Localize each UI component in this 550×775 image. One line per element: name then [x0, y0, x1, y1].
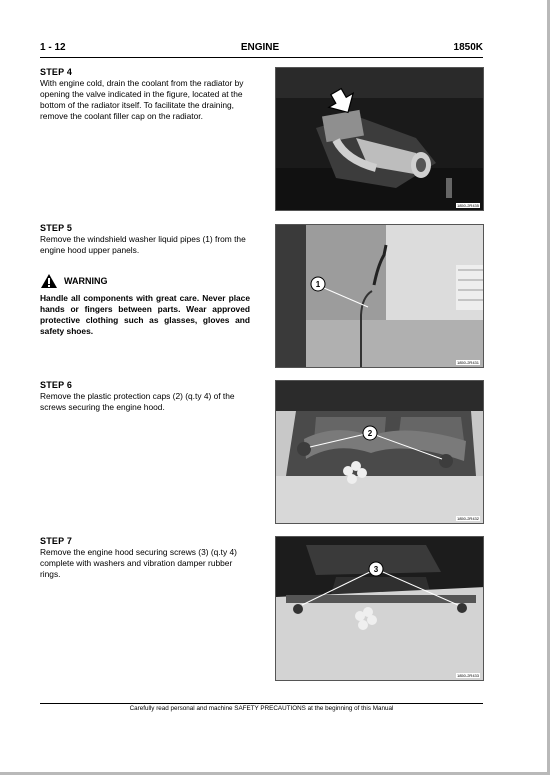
- warning-triangle-icon: [40, 273, 58, 289]
- step-5-text: Remove the windshield washer liquid pipes (1) from the engine hood upper panels.: [40, 234, 246, 255]
- step-4-photo: [275, 67, 484, 211]
- step-6-photo-code: 1850-2R432: [456, 516, 479, 521]
- step-6-photo: [275, 380, 484, 524]
- callout-1: 1: [315, 280, 321, 289]
- step-4-photo-code: 1850-2R435: [456, 203, 479, 208]
- callout-3: 3: [373, 565, 379, 574]
- footer-text: Carefully read personal and machine SAFETY PRECAUTIONS at the beginning of this Manual: [129, 705, 394, 712]
- step-7-photo-code: 1850-2R433: [456, 673, 479, 678]
- step-5-photo: [275, 224, 484, 368]
- step-7-text: Remove the engine hood securing screws (3) (q.ty 4) complete with washers and vibration damper rubber rings.: [40, 547, 237, 579]
- footer-rule: [40, 703, 483, 704]
- model-label: 1850K: [453, 42, 483, 53]
- warning-text: Handle all components with great care. Never place hands or fingers between parts. Wear approved protective clothing such as glasses, gloves and safety shoes.: [40, 293, 250, 336]
- callout-2: 2: [367, 429, 373, 438]
- step-5-photo-code: 1850-2R431: [456, 360, 479, 365]
- step-4-title: STEP 4: [40, 67, 73, 77]
- step-7-photo: [275, 536, 484, 681]
- header-rule: [40, 57, 483, 58]
- warning-heading: [40, 273, 108, 289]
- step-6-text: Remove the plastic protection caps (2) (q.ty 4) of the screws securing the engine hood.: [40, 391, 235, 412]
- page-number: 1 - 12: [40, 42, 66, 53]
- step-7-title: STEP 7: [40, 536, 73, 546]
- section-title: ENGINE: [240, 42, 280, 53]
- step-6-title: STEP 6: [40, 380, 73, 390]
- warning-label: WARNING: [64, 276, 108, 286]
- step-4-text: With engine cold, drain the coolant from the radiator by opening the valve indicated in the figure, located at the bottom of the radiator itself. To facilitate the draining, remove the coolant filler cap on the radiator.: [40, 78, 244, 121]
- step-5-title: STEP 5: [40, 223, 73, 233]
